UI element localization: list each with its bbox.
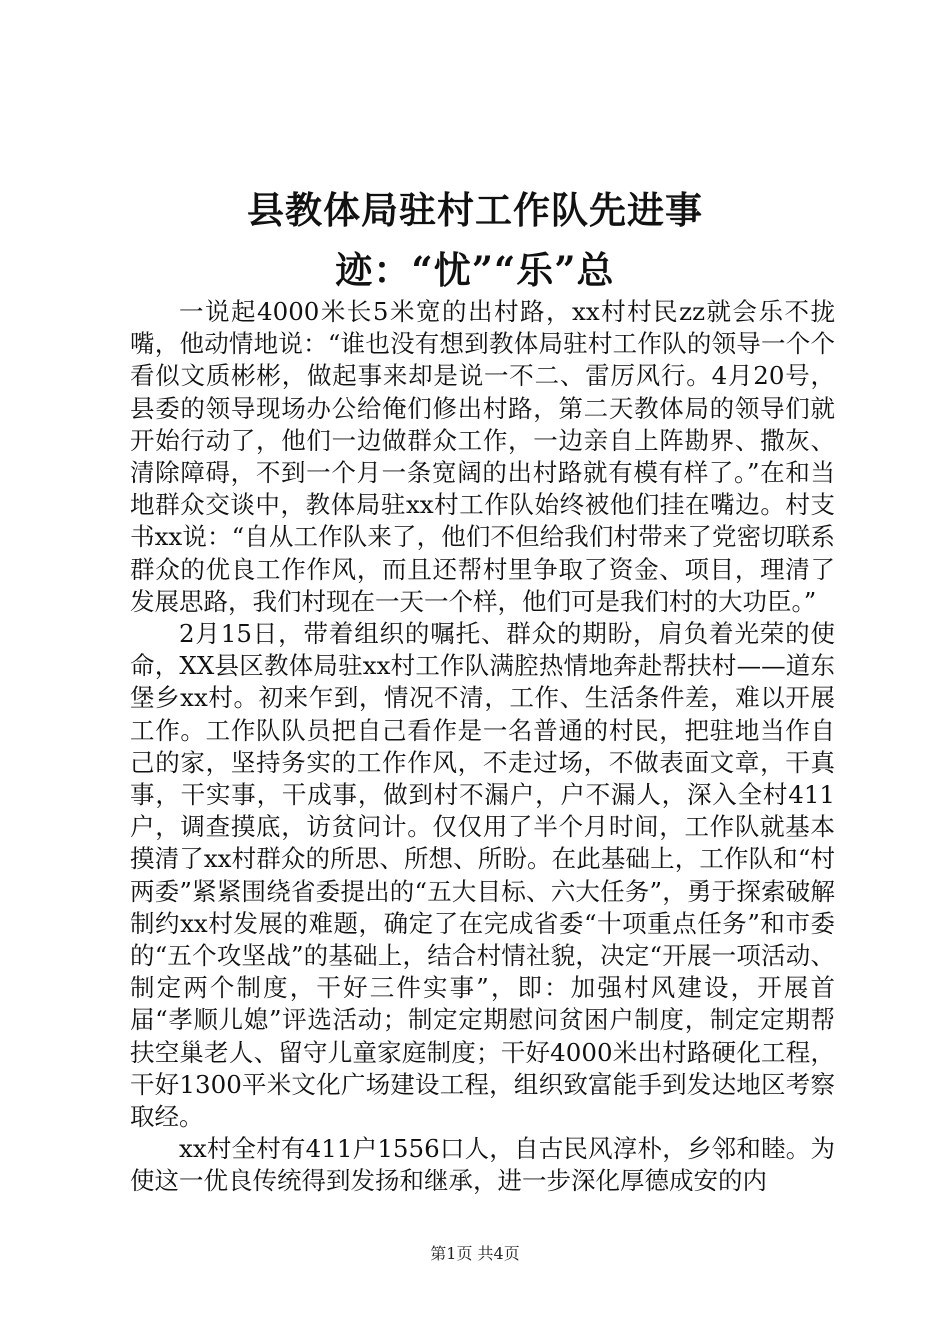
paragraph: 一说起4000米长5米宽的出村路，xx村村民zz就会乐不拢嘴，他动情地说：“谁也没有想到教体局驻村工作队的领导一个个看似文质彬彬，做起事来却是说一不二、雷厉风行。4月20号，县委的领导现场办公给俺们修出村路，第二天教体局的领导们就开始行动了，他们一边做群众工作，一边亲自上阵勘界、撒灰、清除障碍，不到一个月一条宽阔的出村路就有模有样了。”在和当地群众交谈中，教体局驻xx村工作队始终被他们挂在嘴边。村支书xx说：“自从工作队来了，他们不但给我们村带来了党密切联系群众的优良工作作风，而且还帮村里争取了资金、项目，理清了发展思路，我们村现在一天一个样，他们可是我们村的大功臣。” (130, 297, 835, 616)
paragraph: 2月15日，带着组织的嘱托、群众的期盼，肩负着光荣的使命，XX县区教体局驻xx村工作队满腔热情地奔赴帮扶村——道东堡乡xx村。初来乍到，情况不清，工作、生活条件差，难以开展工作。工作队队员把自己看作是一名普通的村民，把驻地当作自己的家，坚持务实的工作作风，不走过场，不做表面文章，干真事，干实事，干成事，做到村不漏户，户不漏人，深入全村411户，调查摸底，访贫问计。仅仅用了半个月时间，工作队就基本摸清了xx村群众的所思、所想、所盼。在此基础上，工作队和“村两委”紧紧围绕省委提出的“五大目标、六大任务”，勇于探索破解制约xx村发展的难题，确定了在完成省委“十项重点任务”和市委的“五个攻坚战”的基础上，结合村情社貌，决定“开展一项活动、制定两个制度，干好三件实事”，即：加强村风建设，开展首届“孝顺儿媳”评选活动；制定定期慰问贫困户制度，制定定期帮扶空巢老人、留守儿童家庭制度；干好4000米出村路硬化工程，干好1300平米文化广场建设工程，组织致富能手到发达地区考察取经。 (130, 619, 835, 1132)
page-footer: 第1页 共4页 (430, 1244, 520, 1263)
document-body (130, 296, 835, 1198)
document-title: 县教体局驻村工作队先进事迹：“忧”“乐”总 (247, 188, 703, 292)
paragraph: xx村全村有411户1556口人，自古民风淳朴，乡邻和睦。为使这一优良传统得到发扬和继承，进一步深化厚德成安的内 (130, 1134, 835, 1196)
